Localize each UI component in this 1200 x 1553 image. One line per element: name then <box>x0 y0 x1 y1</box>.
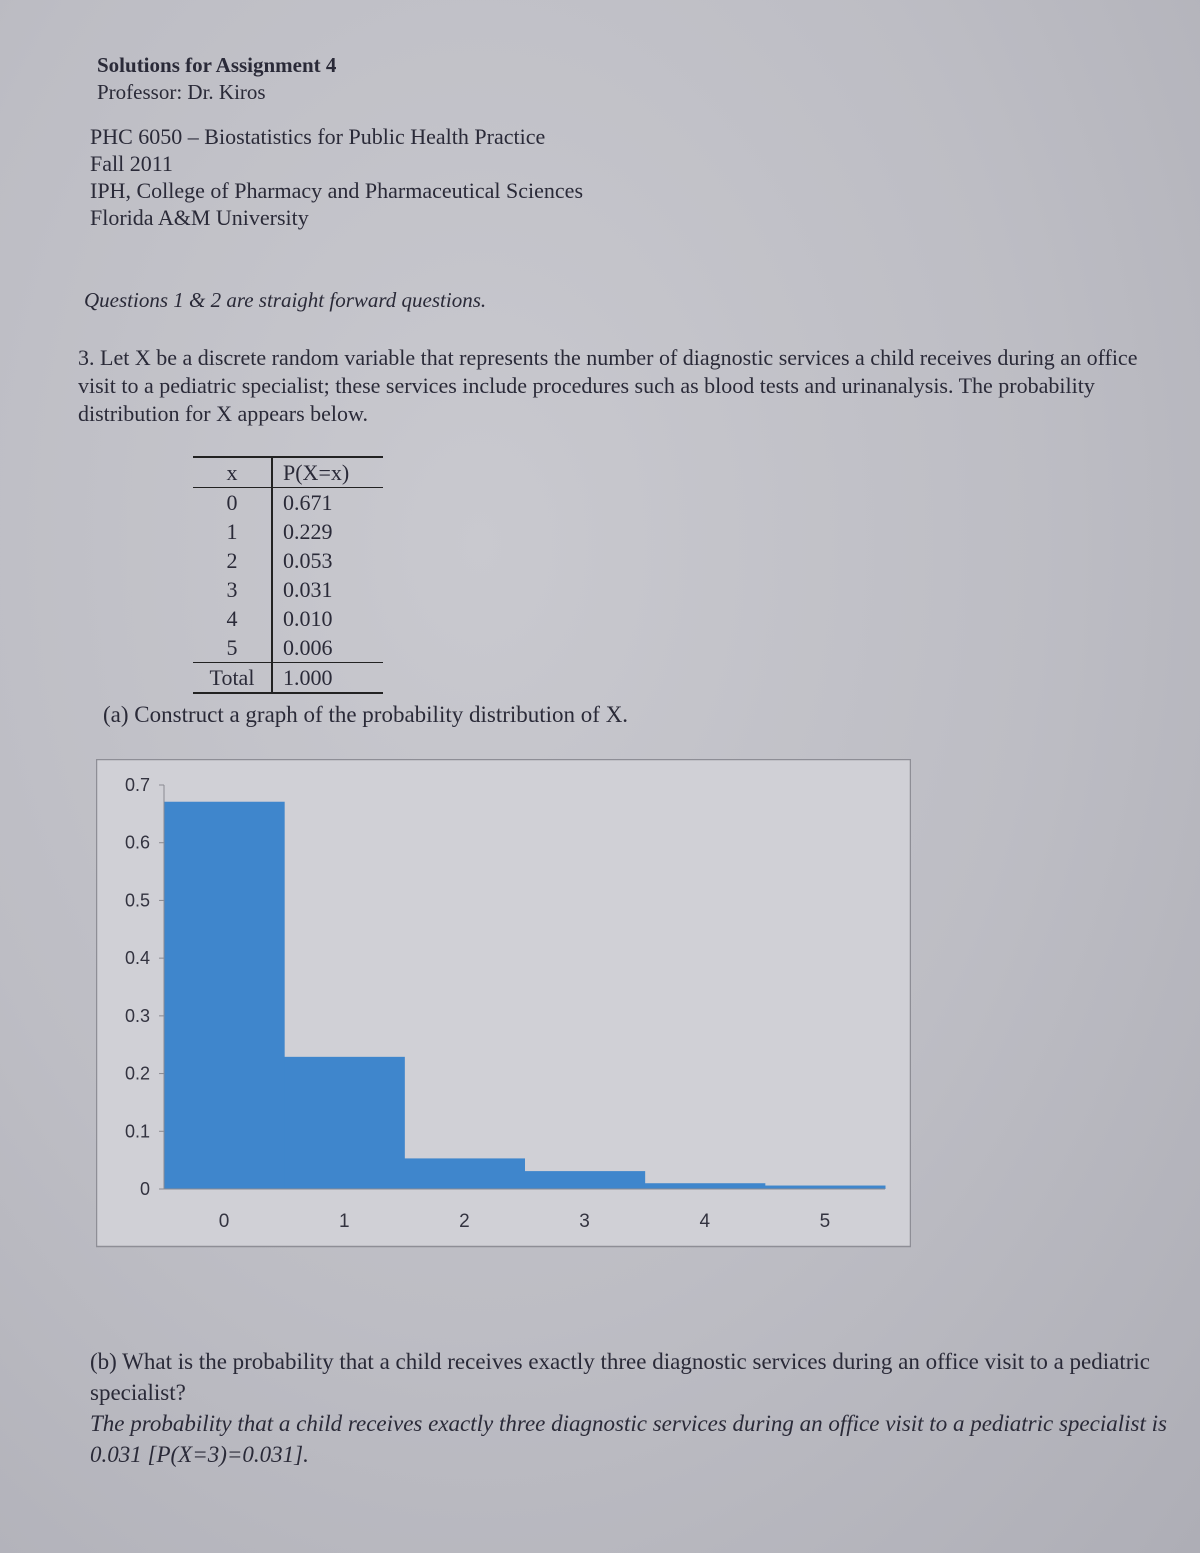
table-total-label: Total <box>193 663 272 694</box>
y-tick-label: 0.3 <box>124 1005 150 1026</box>
table-row <box>193 517 383 546</box>
table-cell-x: 2 <box>193 546 272 575</box>
probability-bar-chart <box>96 759 911 1248</box>
x-tick-label: 0 <box>218 1211 230 1232</box>
table-cell-x: 5 <box>193 633 272 663</box>
probability-table <box>193 456 383 694</box>
part-b-question: (b) What is the probability that a child receives exactly three diagnostic services during an office visit to a pediatric specialist? <box>90 1349 1150 1405</box>
course-name: PHC 6050 – Biostatistics for Public Health Practice <box>90 124 546 149</box>
y-tick-label: 0.2 <box>124 1063 150 1084</box>
professor-line: Professor: Dr. Kiros <box>97 80 266 104</box>
bar-x-4 <box>645 1183 766 1189</box>
y-tick-label: 0.7 <box>124 775 150 795</box>
x-tick-label: 5 <box>819 1211 831 1232</box>
table-cell-p: 0.006 <box>283 635 333 660</box>
y-tick-label: 0.1 <box>124 1121 150 1142</box>
bar-x-5 <box>765 1186 886 1189</box>
table-row <box>193 604 383 633</box>
course-term: Fall 2011 <box>90 151 173 176</box>
table-row <box>193 546 383 575</box>
bar-x-0 <box>164 802 285 1189</box>
table-cell-x: 1 <box>193 517 272 546</box>
x-tick-label: 1 <box>338 1211 350 1232</box>
question-3-text: 3. Let X be a discrete random variable that represents the number of diagnostic services a child receives during an office visit to a pediatric specialist; these services include procedures such as blood tests and urinanalysis. The probability distribution for X appears below. <box>78 345 1138 426</box>
table-cell-p: 0.031 <box>283 577 333 602</box>
bar-x-3 <box>525 1171 646 1189</box>
course-info <box>90 123 583 231</box>
table-row <box>193 488 383 518</box>
y-tick-label: 0.6 <box>124 832 150 853</box>
course-university: Florida A&M University <box>90 205 309 230</box>
part-b <box>90 1346 1170 1470</box>
document-header <box>97 52 336 106</box>
x-tick-label: 4 <box>699 1211 711 1232</box>
table-header-row <box>193 457 383 488</box>
table-cell-p: 0.229 <box>283 519 333 544</box>
table-cell-x: 4 <box>193 604 272 633</box>
table-total-row <box>193 663 383 694</box>
part-a-text: (a) Construct a graph of the probability distribution of X. <box>103 702 629 727</box>
table-header-p: P(X=x) <box>272 457 383 488</box>
assignment-title: Solutions for Assignment 4 <box>97 53 337 77</box>
table-cell-x: 0 <box>193 488 272 518</box>
table-cell-p: 0.053 <box>283 548 333 573</box>
table-cell-p: 0.671 <box>283 490 333 515</box>
bar-x-1 <box>284 1057 405 1189</box>
table-row <box>193 633 383 663</box>
table-total-value: 1.000 <box>272 663 383 694</box>
y-tick-label: 0.5 <box>124 890 150 911</box>
bar-x-2 <box>404 1158 525 1189</box>
y-tick-label: 0 <box>139 1179 150 1199</box>
course-college: IPH, College of Pharmacy and Pharmaceutical Sciences <box>90 178 584 203</box>
intro-note: Questions 1 & 2 are straight forward questions. <box>84 288 487 312</box>
table-cell-x: 3 <box>193 575 272 604</box>
x-tick-label: 2 <box>459 1211 470 1232</box>
x-tick-label: 3 <box>579 1211 590 1232</box>
part-b-answer: The probability that a child receives exactly three diagnostic services during an office visit to a pediatric specialist is 0.031 [P(X=3)=0.031]. <box>90 1411 1167 1467</box>
table-header-x: x <box>193 457 272 488</box>
table-row <box>193 575 383 604</box>
table-cell-p: 0.010 <box>283 606 333 631</box>
y-tick-label: 0.4 <box>124 948 150 969</box>
